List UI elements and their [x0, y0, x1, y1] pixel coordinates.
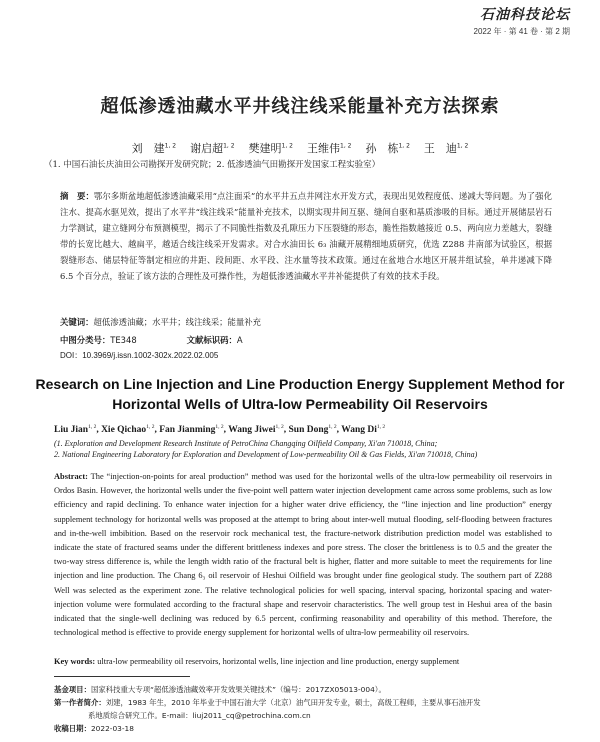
received-label: 收稿日期：: [54, 724, 91, 733]
cn-author: 王维伟$^{1, 2}$: [307, 142, 352, 155]
cn-author: 王 迪$^{1, 2}$: [423, 142, 469, 155]
issue-info: 2022 年 · 第 41 卷 · 第 2 期: [473, 27, 570, 36]
abstract-label: Abstract:: [54, 472, 88, 481]
abstract-text: The “injection-on-points for areal production” method was used for the horizontal wells of the ultra-low permeability oil reservoirs in Ordos Basin. However, the horizontal wells under the five-point well pattern water injection development came across some problems, such as low efficiency and rapid declining. To enhance water injection for a higher water drive efficiency, the “line injection and line production” energy supplement technology for horizontal wells was proposed at the attempt to bring about inter-well mutual flooding, self-flooding between fractures and in-the-well imbibition. Based on the reservoir rock mechanical test, the fracture-network distribution prediction model was established to indicate the state of fractured seams under the different brittleness indexes and pore stress. The closer the brittleness is to 0.5 and the greater the two-way stress difference is, while the length width ratio of the fractural belt is higher, flatter and more suitable to meet the requirements for line injection and line production. The Chang 6₃ oil reservoir of Heshui Oilfield was brought under fine geological study. The southern part of Z288 Well was selected as the experiment zone. The relative technological policies for well spacing, interval spacing, horizontal spacing and water-injection volume were formulated according to the fractural shape and reservoir characteristics. The well group test in Heshui area of the basin indicated that the single-well declining was reduced by 6.5 percent, confirming reasonability and operability of this method. Therefore, the technological method is effective to provide energy supplement for horizontal wells of ultra-low permeability oil reservoirs.: [54, 472, 552, 638]
chinese-authors: [0, 140, 600, 156]
chinese-abstract: [60, 188, 552, 284]
author-note-continued: 系地质综合研究工作。E-mail：liuj2011_cq@petrochina.com.cn: [88, 711, 311, 720]
author-note: [54, 696, 564, 709]
clc-label: 中图分类号：: [60, 335, 111, 345]
keywords-text: ultra-low permeability oil reservoirs, horizontal wells, line injection and line production, energy supplement: [97, 657, 460, 666]
en-author: Wang Jiwei$^{1, 2}$: [228, 424, 284, 436]
chinese-title: 超低渗透油藏水平井线注线采能量补充方法探索: [100, 96, 500, 117]
fund-text: 国家科技重大专项“超低渗透油藏效率开发效果关键技术”（编号：2017ZX05013-004）。: [90, 685, 386, 694]
footnote-divider: [54, 676, 190, 677]
keywords-label: Key words:: [54, 657, 96, 666]
english-affiliation: [54, 438, 554, 460]
english-title-line-2: Horizontal Wells of Ultra-low Permeability Oil Reservoirs: [112, 396, 488, 412]
english-title: [0, 374, 600, 414]
fund-label: 基金项目：: [54, 685, 91, 694]
doi: DOI：10.3969/j.issn.1002-302x.2022.02.005: [60, 351, 219, 360]
cn-author: 刘 建$^{1, 2}$: [131, 142, 177, 155]
abstract-text: 鄂尔多斯盆地超低渗透油藏采用“点注面采”的水平井五点井网注水开发方式，表现出见效程度低、递减大等问题。为了强化注水、提高水驱见效，提出了水平井“线注线采”能量补充技术，以期实现井间互驱、缝间自驱和基质渗吸的目标。通过开展储层岩石力学测试，建立缝网分布预测模型，揭示了不同脆性指数及孔隙压力下压裂缝的形态，脆性指数越接近 0.5、两向应力差越大，裂缝带的长宽比越大、越扁平，越适合线注线采开发需求。对合水油田长 6₃ 油藏开展精细地质研究，优选 Z288 井南部为试验区，根据裂缝形态、储层特征等制定相应的井距、段间距、水平段、注水量等技术政策。通过在盆地合水地区开展井组试验，单井递减下降 6.5 个百分点，验证了该方法的合理性及可操作性，为超低渗透油藏水平井补能提供了有效的技术手段。: [60, 191, 553, 281]
cn-author: 樊建明$^{1, 2}$: [248, 142, 293, 155]
received-value: 2022-03-18: [90, 724, 134, 733]
author-note-label: 第一作者简介：: [54, 698, 106, 707]
affiliation-1: (1. Exploration and Development Research Institute of PetroChina Changqing Oilfield Company, Xi'an 710018, China;: [54, 439, 438, 448]
en-author: Xie Qichao$^{1, 2}$: [101, 424, 155, 436]
abstract-label: 摘 要：: [60, 191, 94, 201]
english-abstract: [54, 470, 552, 640]
keywords-label: 关键词：: [60, 317, 94, 327]
en-author: Wang Di$^{1, 2}$: [341, 424, 386, 436]
classification-line: [60, 334, 243, 346]
received-date: [54, 722, 564, 735]
english-authors: Liu Jian$^{1, 2}$, Xie Qichao$^{1, 2}$, Fan Jianming$^{1, 2}$, Wang Jiwei$^{1, 2}$, Sun Dong$^{1, 2}$, Wang Di$^{1, 2}$: [54, 424, 386, 436]
doc-code-label: 文献标识码：: [186, 335, 237, 345]
en-author: Fan Jianming$^{1, 2}$: [159, 424, 224, 436]
footnotes: [54, 683, 564, 735]
clc-number: TE348: [110, 335, 137, 345]
en-author: Liu Jian$^{1, 2}$: [54, 424, 97, 436]
cn-author: 谢启超$^{1, 2}$: [190, 142, 235, 155]
doc-code: A: [236, 335, 243, 345]
english-keywords: [54, 657, 459, 666]
chinese-keywords: [60, 316, 261, 328]
journal-name: 石油科技论坛: [480, 7, 570, 23]
en-author: Sun Dong$^{1, 2}$: [288, 424, 337, 436]
fund-note: [54, 683, 564, 696]
author-note-text: 刘建，1983 年生，2010 年毕业于中国石油大学（北京）油气田开发专业，硕士，高级工程师，主要从事石油开发: [105, 698, 481, 707]
affiliation-2: 2. National Engineering Laboratory for Exploration and Development of Low-permeability Oil & Gas Fields, Xi'an 710018, China): [54, 450, 478, 459]
keywords-text: 超低渗透油藏；水平井；线注线采；能量补充: [93, 317, 261, 327]
english-title-line-1: Research on Line Injection and Line Production Energy Supplement Method for: [35, 376, 565, 392]
cn-author: 孙 栋$^{1, 2}$: [365, 142, 410, 155]
chinese-affiliation: （1. 中国石油长庆油田公司勘探开发研究院；2. 低渗透油气田勘探开发国家工程实验室）: [44, 160, 381, 170]
running-header: [474, 4, 570, 37]
